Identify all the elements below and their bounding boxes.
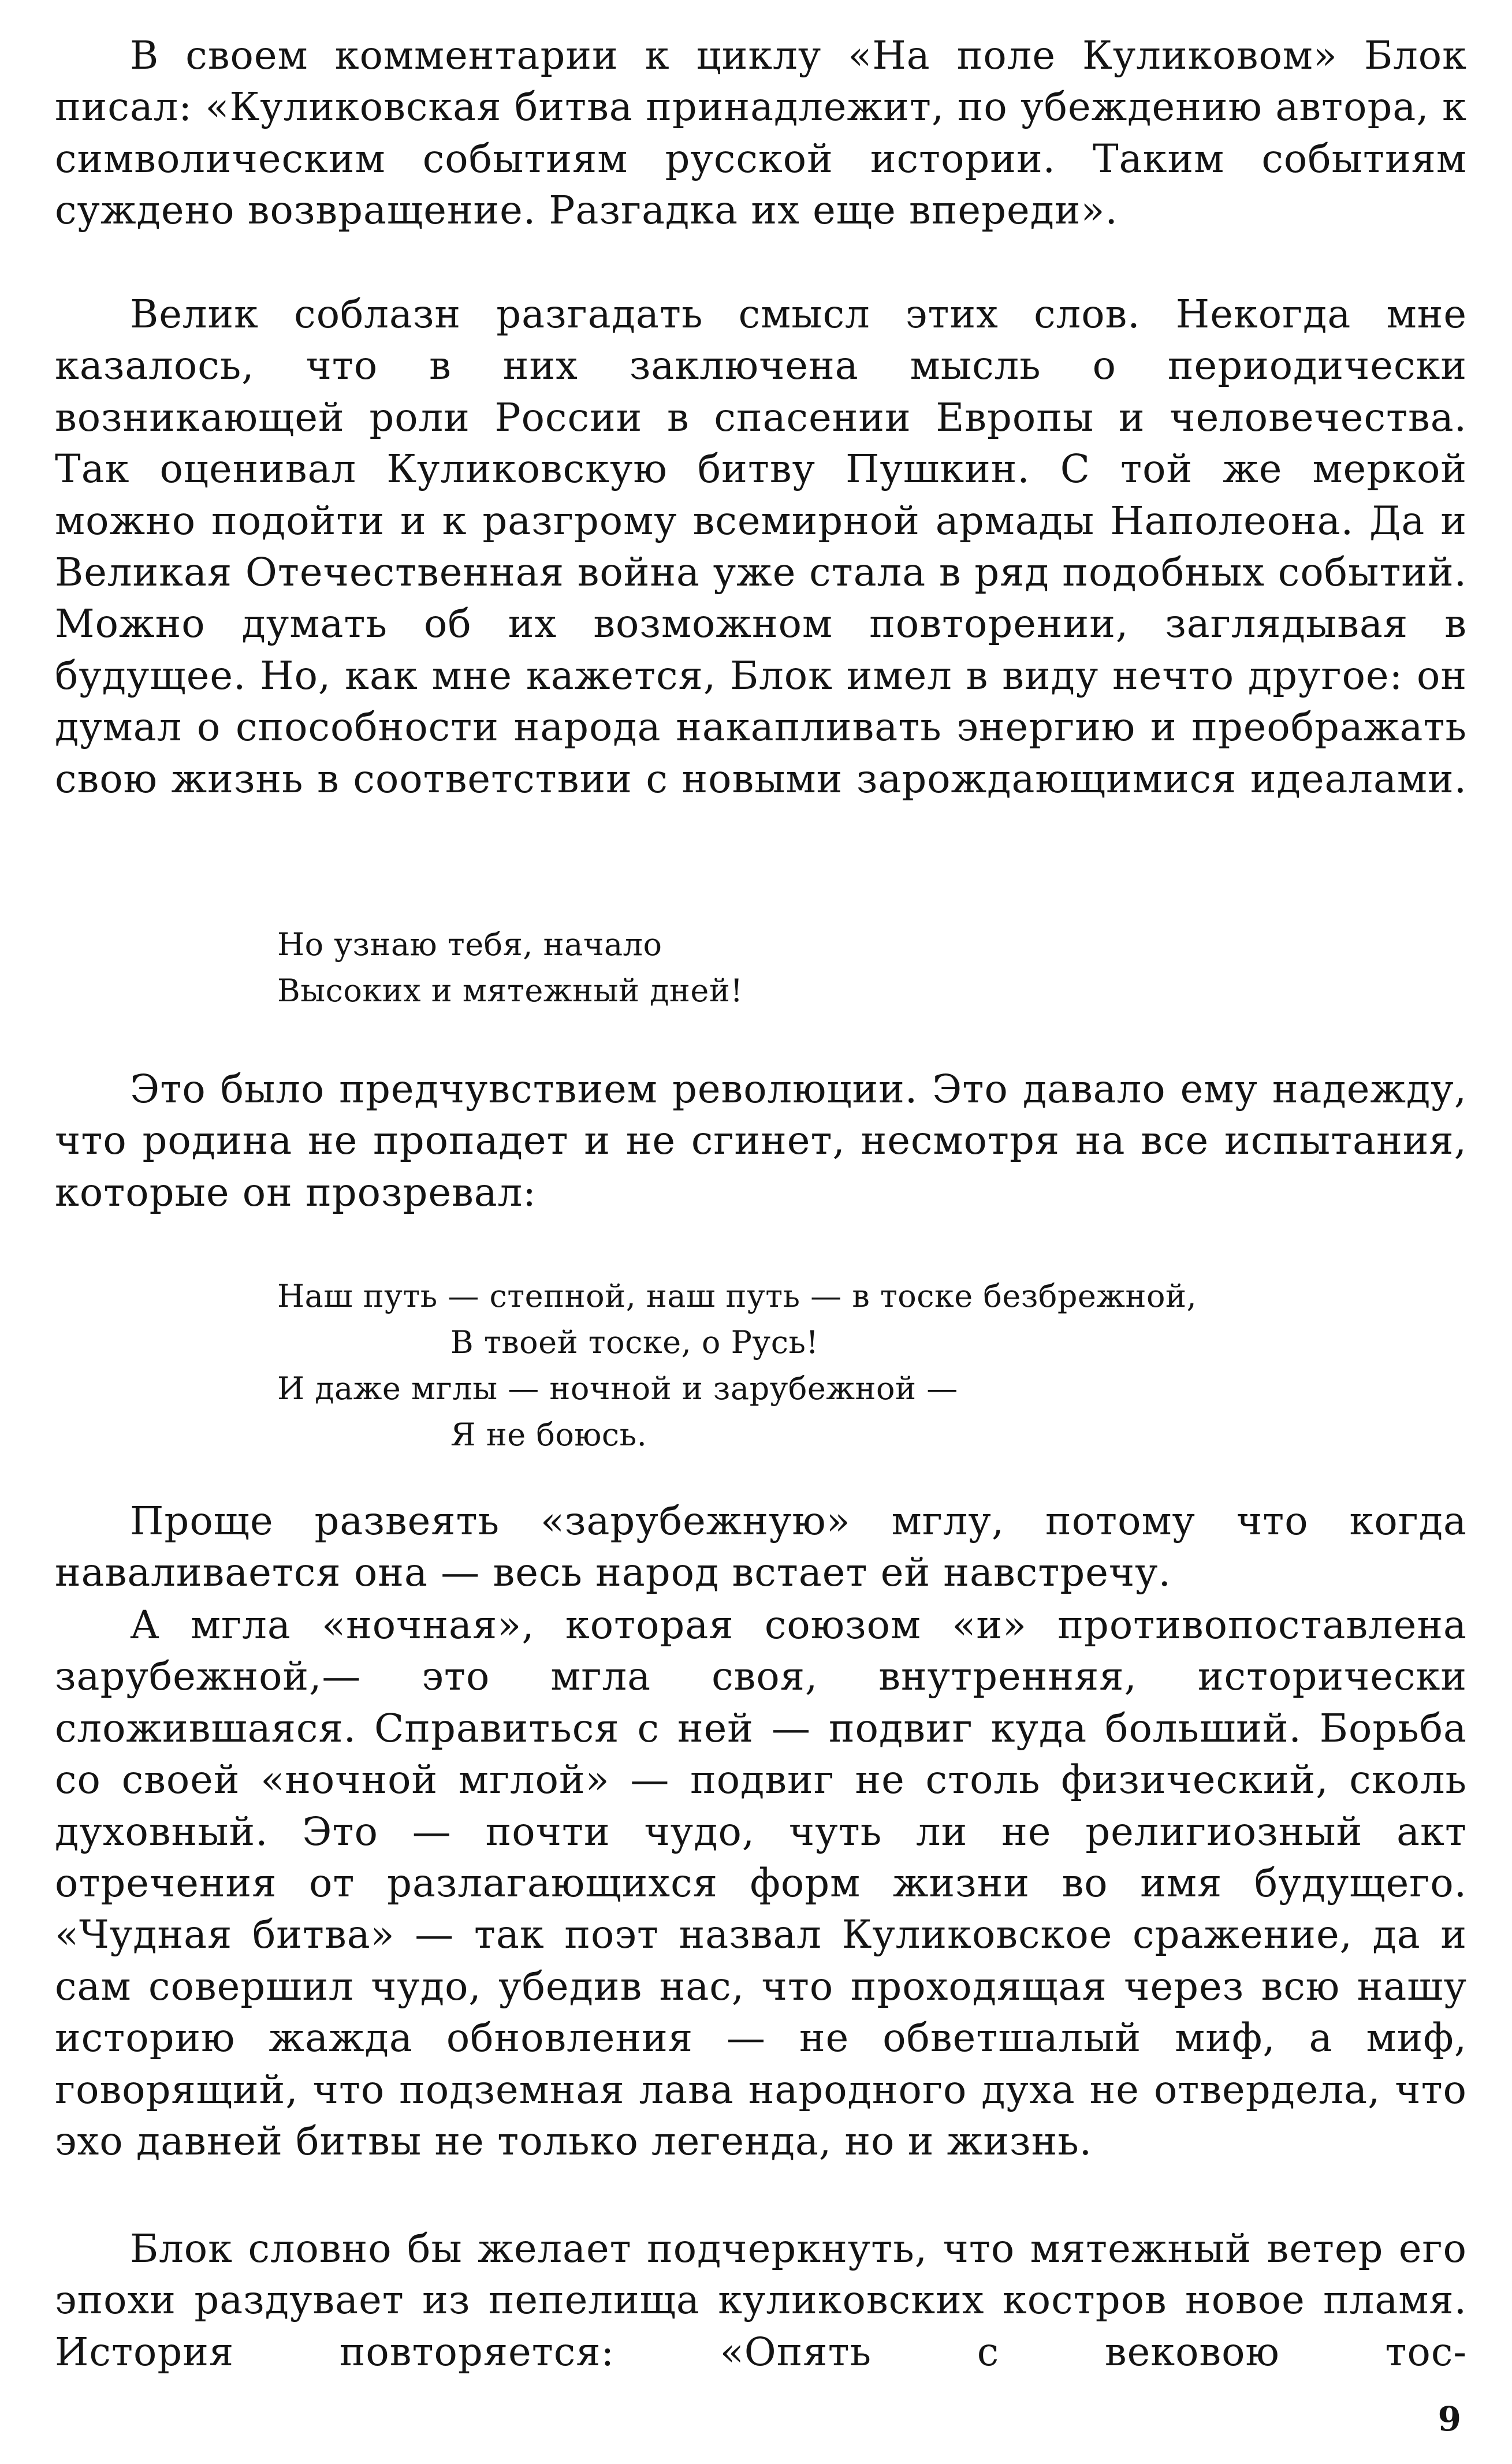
poem-line: И даже мглы — ночной и зарубежной — bbox=[277, 1370, 958, 1407]
poem-line: В твоей тоске, о Русь! bbox=[450, 1324, 819, 1360]
paragraph-6: Блок словно бы желает подчеркнуть, что мятежный ветер его эпохи раздувает из пепелища куликовских костров новое пламя. История повторяется: «Опять с вековою тос- bbox=[55, 2226, 1467, 2374]
paragraph-1: В своем комментарии к циклу «На поле Куликовом» Блок писал: «Куликовская битва принадлежит, по убеждению автора, к символическим событиям русской истории. Таким событиям суждено возвращение. Разгадка их еще впереди». bbox=[55, 33, 1467, 233]
paragraph-3: Это было предчувствием революции. Это давало ему надежду, что родина не пропадет и не сгинет, несмотря на все испытания, которые он прозревал: bbox=[55, 1067, 1467, 1215]
poem-line: Наш путь — степной, наш путь — в тоске безбрежной, bbox=[277, 1278, 1197, 1314]
paragraph-2: Велик соблазн разгадать смысл этих слов. Некогда мне казалось, что в них заключена мысль о периодически возникающей роли России в спасении Европы и человечества. Так оценивал Куликовскую битву Пушкин. С той же меркой можно подойти и к разгрому всемирной армады Наполеона. Да и Великая Отечественная война уже стала в ряд подобных событий. Можно думать об их возможном повторении, заглядывая в будущее. Но, как мне кажется, Блок имел в виду нечто другое: он думал о способности народа накапливать энергию и преображать свою жизнь в соответствии с новыми зарождающимися идеалами. bbox=[55, 292, 1467, 802]
poem-line: Высоких и мятежный дней! bbox=[277, 972, 743, 1009]
page-number: 9 bbox=[1437, 2399, 1461, 2439]
paragraph-4: Проще развеять «зарубежную» мглу, потому что когда наваливается она — весь народ встает ей навстречу. bbox=[55, 1498, 1467, 1596]
poem-quote-2 bbox=[277, 1273, 1432, 1458]
poem-line: Но узнаю тебя, начало bbox=[277, 926, 662, 963]
poem-line: Я не боюсь. bbox=[450, 1416, 647, 1453]
poem-quote-1 bbox=[277, 922, 1432, 1014]
paragraph-5: А мгла «ночная», которая союзом «и» противопоставлена зарубежной,— это мгла своя, внутренняя, исторически сложившаяся. Справиться с ней — подвиг куда больший. Борьба со своей «ночной мглой» — подвиг не столь физический, сколь духовный. Это — почти чудо, чуть ли не религиозный акт отречения от разлагающихся форм жизни во имя будущего. «Чудная битва» — так поэт назвал Куликовское сражение, да и сам совершил чудо, убедив нас, что проходящая через всю нашу историю жажда обновления — не обветшалый миф, а миф, говорящий, что подземная лава народного духа не отвердела, что эхо давней битвы не только легенда, но и жизнь. bbox=[55, 1602, 1467, 2164]
